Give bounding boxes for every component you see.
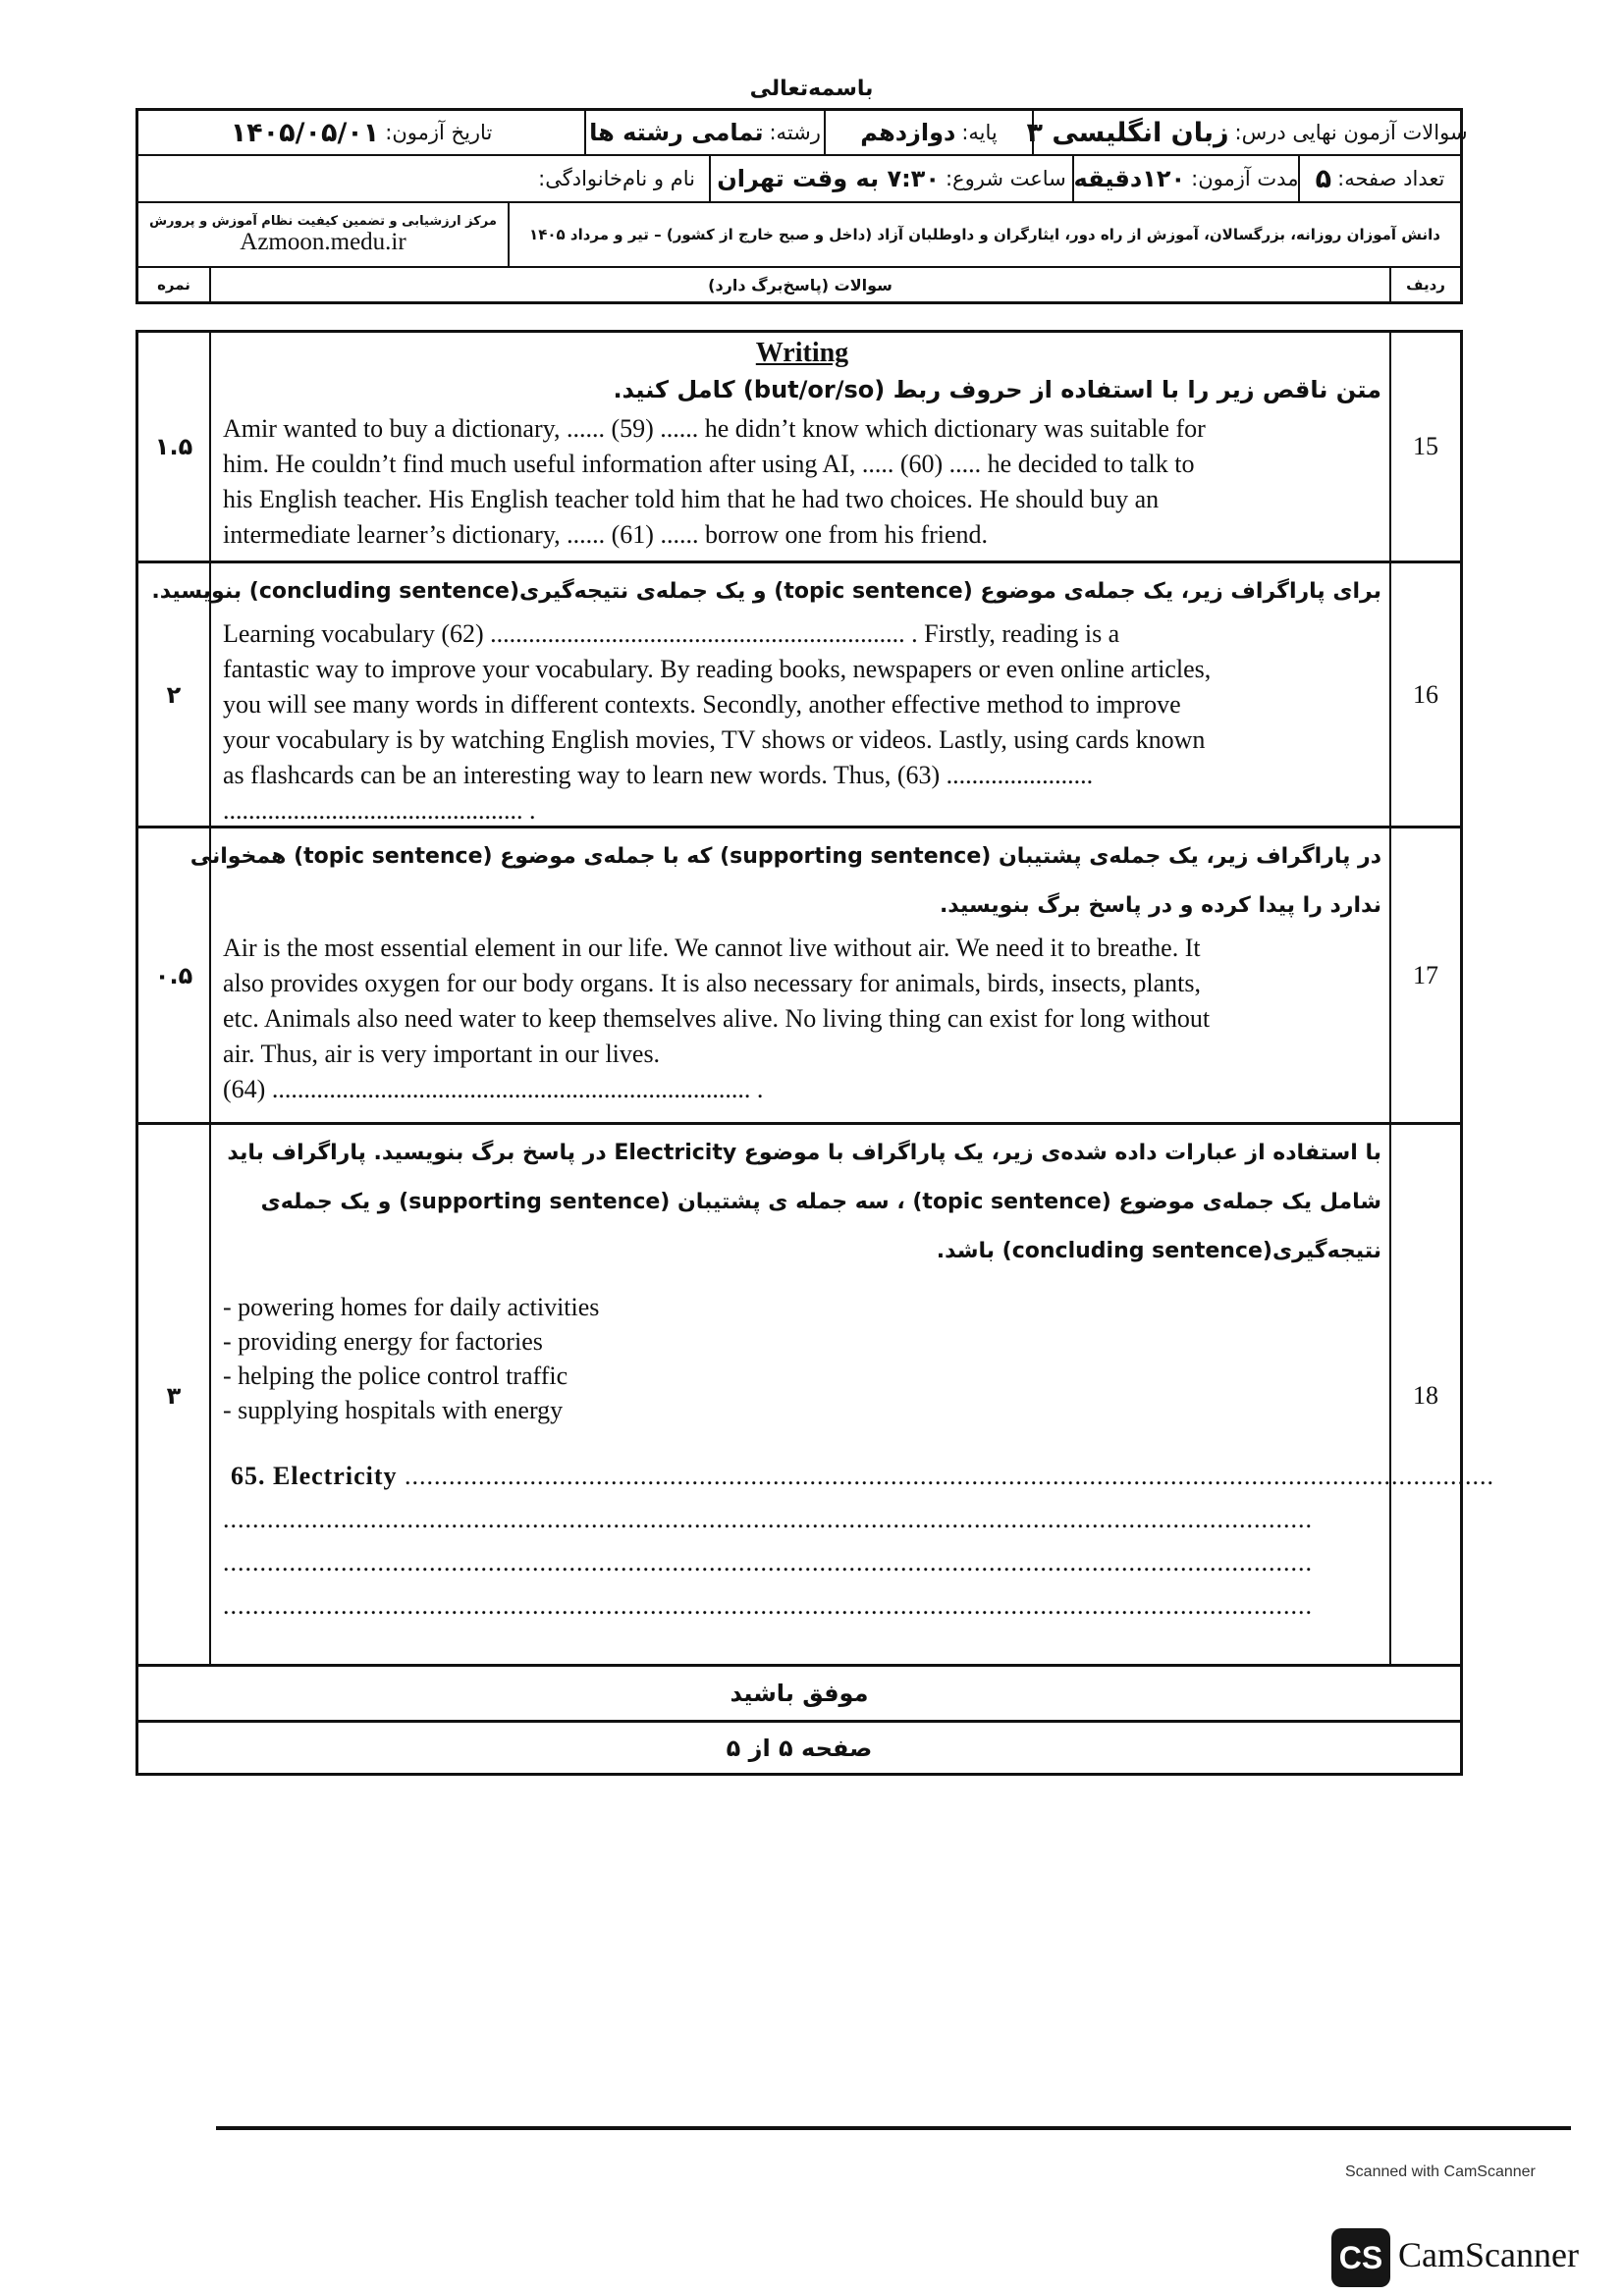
duration-value: ۱۲۰دقیقه (1073, 165, 1186, 192)
answer-line-4: .................................................................................................................................................... (223, 1591, 1313, 1620)
camscanner-logo-icon: CS (1331, 2228, 1390, 2287)
grade-value: دوازدهم (860, 119, 956, 146)
text-line: fantastic way to improve your vocabulary. By reading books, newspapers or even online articles, (223, 655, 1212, 683)
question-text (223, 616, 1381, 828)
audience-cell (508, 203, 1460, 266)
pages-label: تعداد صفحه: (1337, 167, 1445, 190)
answer-line-3: .................................................................................................................................................... (223, 1548, 1313, 1576)
question-instruction: برای پاراگراف زیر، یک جمله‌ی موضوع (topic sentence) و یک جمله‌ی نتیجه‌گیری(concluding sentence) بنویسید. (151, 579, 1381, 604)
text-line: Air is the most essential element in our life. We cannot live without air. We need it to breathe. It (223, 934, 1201, 962)
questions-column-label (209, 268, 1389, 301)
question-content (209, 333, 1391, 561)
page-number-text: صفحه ۵ از ۵ (726, 1734, 873, 1762)
org-name: مرکز ارزشیابی و تضمین کیفیت نظام آموزش و پرورش (149, 213, 497, 229)
text-line: Learning vocabulary (62) ................................................................. . Firstly, reading is a (223, 619, 1120, 648)
grade-cell (824, 111, 1032, 154)
text-line: him. He couldn’t find much useful information after using AI, ..... (60) ..... he decided to talk to (223, 450, 1195, 478)
org-cell (138, 203, 508, 266)
name-label: نام و نام‌خانوادگی: (538, 167, 695, 190)
field-cell (584, 111, 824, 154)
phrase-item: - helping the police control traffic (223, 1362, 568, 1390)
question-text (223, 411, 1381, 553)
question-instruction-line-2: شامل یک جمله‌ی موضوع (topic sentence) ، سه جمله ی پشتیبان (supporting sentence) و یک جمله‌ی (260, 1190, 1381, 1214)
questions-table (135, 330, 1494, 1776)
page-number-row (135, 1720, 1463, 1776)
exam-header (135, 108, 1468, 304)
row-label-text: ردیف (1406, 276, 1445, 294)
score-label-text: نمره (157, 276, 190, 294)
question-16 (138, 563, 1460, 828)
pages-cell (1298, 156, 1460, 201)
scanned-with-text: Scanned with CamScanner (1345, 2163, 1536, 2180)
phrase-item: - powering homes for daily activities (223, 1293, 600, 1321)
question-number: 17 (1389, 828, 1460, 1122)
good-luck-text: موفق باشید (730, 1680, 869, 1707)
text-line: his English teacher. His English teacher told him that he had two choices. He should buy an (223, 485, 1160, 513)
header-row-3 (138, 203, 1460, 268)
field-value: تمامی رشته ها (589, 119, 764, 146)
pages-value: ۵ (1315, 163, 1332, 194)
answer-line-2: .................................................................................................................................................... (223, 1505, 1313, 1533)
question-instruction-line-3: نتیجه‌گیری(concluding sentence) باشد. (936, 1239, 1381, 1263)
question-15 (138, 333, 1460, 563)
question-18 (138, 1125, 1494, 1667)
date-value: ۱۴۰۵/۰۵/۰۱ (230, 117, 380, 148)
text-line: also provides oxygen for our body organs. It is also necessary for animals, birds, insects, plants, (223, 969, 1201, 997)
header-row-2 (138, 156, 1460, 203)
field-label: رشته: (769, 121, 821, 144)
date-label: تاریخ آزمون: (385, 121, 493, 144)
good-luck-row (135, 1664, 1463, 1720)
question-content (151, 563, 1391, 826)
text-line: you will see many words in different contexts. Secondly, another effective method to improve (223, 690, 1181, 719)
bismillah-heading: باسمه‌تعالی (749, 77, 874, 101)
question-number: 15 (1389, 333, 1460, 561)
question-score: ۰.۵ (138, 828, 211, 1122)
question-17 (138, 828, 1460, 1125)
question-number: 18 (1389, 1125, 1460, 1667)
subject-cell (1026, 111, 1468, 154)
camscanner-brand: CamScanner (1398, 2235, 1579, 2274)
question-score: ۱.۵ (138, 333, 211, 561)
header-row-1 (138, 111, 1468, 156)
duration-label: مدت آزمون: (1191, 167, 1299, 190)
start-value: ۷:۳۰ به وقت تهران (717, 165, 940, 192)
name-cell (138, 156, 709, 201)
start-label: ساعت شروع: (945, 167, 1066, 190)
question-number: 16 (1389, 563, 1460, 826)
answer-label: 65. Electricity (231, 1462, 398, 1490)
question-instruction: متن ناقص زیر را با استفاده از حروف ربط (but/or/so) کامل کنید. (613, 376, 1381, 403)
text-line: (64) ........................................................................... . (223, 1075, 764, 1103)
start-cell (709, 156, 1072, 201)
question-instruction-line-1: با استفاده از عبارات داده شده‌ی زیر، یک پاراگراف با موضوع Electricity در پاسخ برگ بنویسید. پاراگراف باید (227, 1141, 1381, 1165)
question-score: ۲ (138, 563, 211, 826)
text-line: your vocabulary is by watching English movies, TV shows or videos. Lastly, using cards known (223, 725, 1206, 754)
question-score: ۳ (138, 1125, 211, 1667)
row-column-label (1389, 268, 1460, 301)
question-instruction-line-1: در پاراگراف زیر، یک جمله‌ی پشتیبان (supporting sentence) که با جمله‌ی موضوع (topic sentence) همخوانی (189, 844, 1381, 869)
org-site: Azmoon.medu.ir (240, 228, 406, 255)
header-row-4 (138, 268, 1460, 301)
questions-label-text: سوالات (پاسخ‌برگ دارد) (708, 275, 893, 294)
answer-dots: .................................................................................................................................................... (405, 1462, 1494, 1490)
duration-cell (1072, 156, 1298, 201)
subject-value: زبان انگلیسی ۳ (1026, 117, 1229, 148)
phrase-item: - providing energy for factories (223, 1327, 543, 1356)
text-line: ............................................... . (223, 796, 536, 825)
question-content (189, 828, 1391, 1122)
bottom-rule (216, 2126, 1571, 2130)
question-instruction-line-2: ندارد را پیدا کرده و در پاسخ برگ بنویسید. (939, 893, 1381, 918)
answer-line-1 (223, 1459, 1494, 1494)
text-line: Amir wanted to buy a dictionary, ...... (59) ...... he didn’t know which dictionary was suitable for (223, 414, 1206, 443)
section-title: Writing (755, 338, 849, 368)
score-column-label (138, 268, 209, 301)
date-cell (138, 111, 584, 154)
audience-text: دانش آموزان روزانه، بزرگسالان، آموزش از راه دور، ایثارگران و داوطلبان آزاد (داخل و صبح خارج از کشور) – تیر و مرداد ۱۴۰۵ (529, 226, 1440, 243)
text-line: air. Thus, air is very important in our lives. (223, 1040, 661, 1068)
subject-label: سوالات آزمون نهایی درس: (1234, 121, 1468, 144)
text-line: intermediate learner’s dictionary, ...... (61) ...... borrow one from his friend. (223, 520, 989, 549)
topic-phrases (223, 1290, 1381, 1427)
grade-label: پایه: (961, 121, 998, 144)
question-text (223, 931, 1381, 1107)
text-line: as flashcards can be an interesting way to learn new words. Thus, (63) ....................... (223, 761, 1094, 789)
text-line: etc. Animals also need water to keep themselves alive. No living thing can exist for long without (223, 1004, 1211, 1033)
phrase-item: - supplying hospitals with energy (223, 1396, 564, 1424)
